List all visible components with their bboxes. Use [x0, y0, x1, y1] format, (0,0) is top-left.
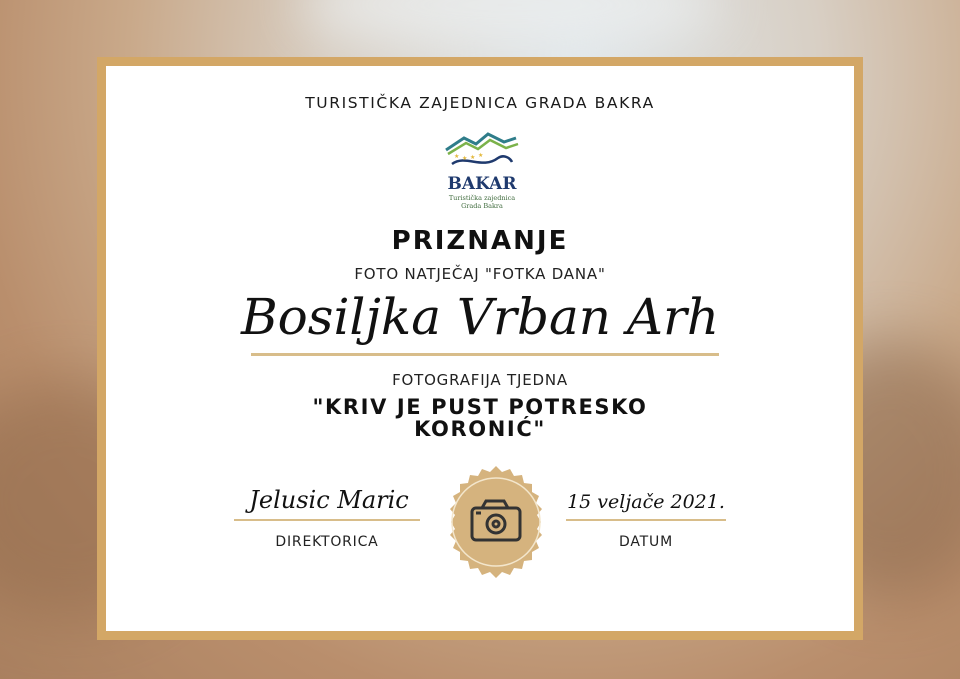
signature-role: DIREKTORICA: [275, 534, 379, 550]
signature-line: [234, 519, 420, 521]
certificate-subtitle: FOTO NATJEČAJ "FOTKA DANA": [354, 265, 606, 283]
organization-name: TURISTIČKA ZAJEDNICA GRADA BAKRA: [305, 94, 655, 112]
logo-tagline-2: Grada Bakra: [461, 202, 503, 210]
svg-text:★: ★: [470, 154, 476, 161]
date-value: 15 veljače 2021.: [567, 491, 725, 513]
svg-text:★: ★: [454, 153, 460, 160]
recipient-name: Bosiljka Vrban Arh: [240, 288, 720, 346]
photo-title: "KRIV JE PUST POTRESKO KORONIĆ": [312, 395, 648, 441]
svg-text:★: ★: [462, 155, 468, 162]
name-underline: [251, 353, 719, 356]
certificate-title: PRIZNANJE: [391, 226, 569, 256]
director-signature: Jelusic Maric: [249, 486, 409, 514]
bakar-logo: [442, 128, 522, 210]
date-line: [566, 519, 726, 521]
award-label: FOTOGRAFIJA TJEDNA: [392, 371, 568, 389]
camera-seal: [438, 464, 554, 580]
date-label: DATUM: [619, 534, 673, 550]
logo-wordmark: BAKAR: [447, 174, 517, 194]
logo-mountains-icon: [442, 128, 522, 174]
certificate-content: [106, 66, 854, 631]
certificate-frame: [97, 57, 863, 640]
logo-tagline: Turistička zajednica: [448, 194, 516, 202]
svg-text:★: ★: [478, 152, 484, 159]
